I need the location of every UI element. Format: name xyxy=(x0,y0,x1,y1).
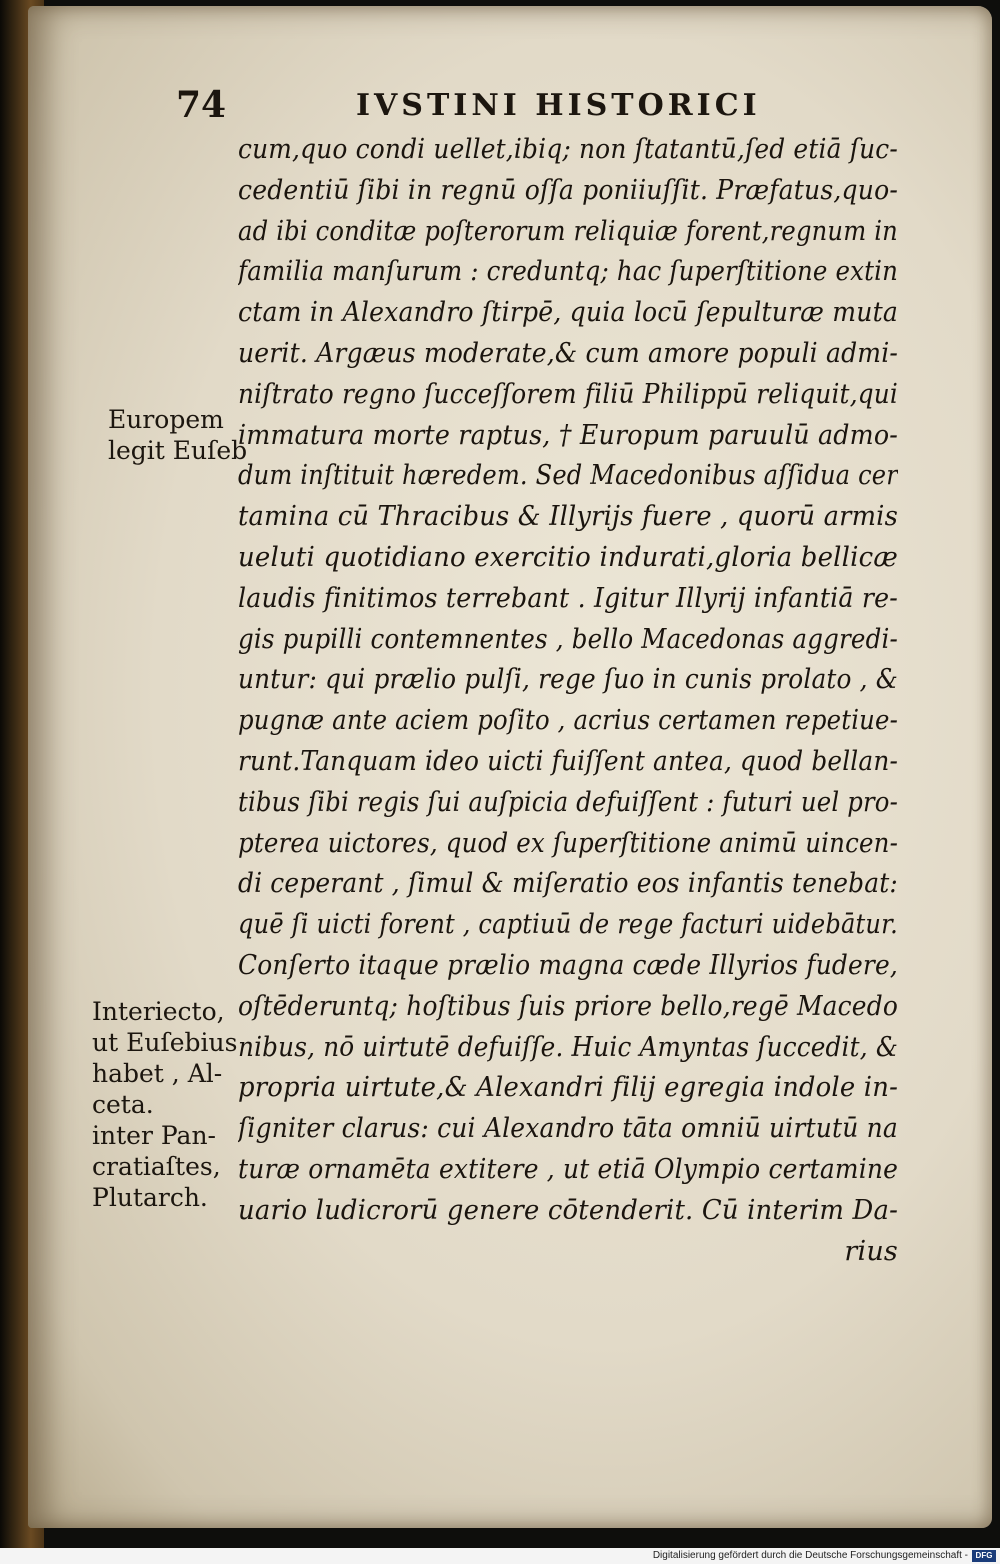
text-line: ad ibi conditæ poſterorum reliquiæ forent,regnum in xyxy=(238,215,898,247)
text-line: ſigniter clarus: cui Alexandro tāta omniū uirtutū na xyxy=(238,1113,898,1145)
text-line: di ceperant , ſimul & miſeratio eos infantis tenebat: xyxy=(238,868,898,900)
text-line: turæ ornamēta extitere , ut etiā Olympio certamine xyxy=(238,1153,898,1185)
margin-note-line: ut Euſebius xyxy=(92,1028,238,1057)
page-number: 74 xyxy=(176,84,227,126)
digitization-footer xyxy=(0,1548,1000,1564)
margin-note-interiecto xyxy=(92,996,237,1213)
main-text-block xyxy=(238,130,898,1272)
funding-credit: Digitalisierung gefördert durch die Deutsche Forschungsgemeinschaft - xyxy=(652,1550,968,1561)
margin-note-line: habet , Al- xyxy=(92,1059,223,1088)
text-line: runt.Tanquam ideo uicti fuiſſent antea, quod bellan- xyxy=(238,745,898,777)
text-line: oſtēderuntq; hoſtibus ſuis priore bello,regē Macedo xyxy=(238,990,898,1022)
text-line: tibus ſibi regis ſui auſpicia defuiſſent : futuri uel pro- xyxy=(238,786,898,818)
margin-note-line: ceta. xyxy=(92,1090,154,1119)
running-head: IVSTINI HISTORICI xyxy=(356,88,761,123)
catchword: rius xyxy=(844,1235,898,1267)
margin-note-line: Interiecto, xyxy=(92,997,225,1026)
text-line: pterea uictores, quod ex ſuperſtitione animū uincen- xyxy=(238,827,898,859)
text-line: pugnæ ante aciem poſito , acrius certamen repetiue- xyxy=(238,705,898,737)
margin-note-line: cratiaſtes, xyxy=(92,1152,221,1181)
text-line: ctam in Alexandro ſtirpē, quia locū ſepulturæ muta xyxy=(238,297,898,329)
text-line: gis pupilli contemnentes , bello Macedonas aggredi- xyxy=(238,623,898,655)
text-line: cedentiū ſibi in regnū oſſa poniiuſſit. Præfatus,quo- xyxy=(238,174,898,206)
text-line: uerit. Argæus moderate,& cum amore populi admi- xyxy=(238,337,898,369)
text-line: propria uirtute,& Alexandri filij egregia indole in- xyxy=(238,1072,898,1104)
text-line: ueluti quotidiano exercitio indurati,gloria bellicæ xyxy=(238,541,898,573)
margin-note-line: inter Pan- xyxy=(92,1121,216,1150)
text-line: familia manſurum : creduntq; hac ſuperſtitione extin xyxy=(238,256,898,288)
text-line: untur: qui prælio pulſi, rege ſuo in cunis prolato , & xyxy=(238,664,898,696)
text-line: nibus, nō uirtutē defuiſſe. Huic Amyntas ſuccedit, & xyxy=(238,1031,898,1063)
text-line: Conſerto itaque prælio magna cæde Illyrios fudere, xyxy=(238,949,898,981)
dfg-logo: DFG xyxy=(972,1550,996,1562)
text-line: cum,quo condi uellet,ibiq; non ſtatantū,ſed etiā ſuc- xyxy=(238,134,898,165)
page-header xyxy=(0,84,1000,134)
margin-note-line: Plutarch. xyxy=(92,1183,208,1212)
text-line: niſtrato regno ſucceſſorem filiū Philippū reliquit,qui xyxy=(238,378,898,410)
text-line: uario ludicrorū genere cōtenderit. Cū interim Da- xyxy=(238,1194,898,1226)
text-line: tamina cū Thracibus & Illyrijs fuere , quorū armis xyxy=(238,501,898,533)
margin-note-line: Europem xyxy=(108,405,224,434)
text-line: laudis finitimos terrebant . Igitur Illyrij infantiā re- xyxy=(238,582,898,614)
text-line: dum inſtituit hæredem. Sed Macedonibus aſſidua cer xyxy=(238,460,898,492)
margin-note-europem xyxy=(108,404,247,466)
margin-note-line: legit Euſeb xyxy=(108,436,248,465)
text-line: immatura morte raptus, † Europum paruulū admo- xyxy=(238,419,898,451)
text-line: quē ſi uicti forent , captiuū de rege facturi uidebātur. xyxy=(238,909,898,941)
